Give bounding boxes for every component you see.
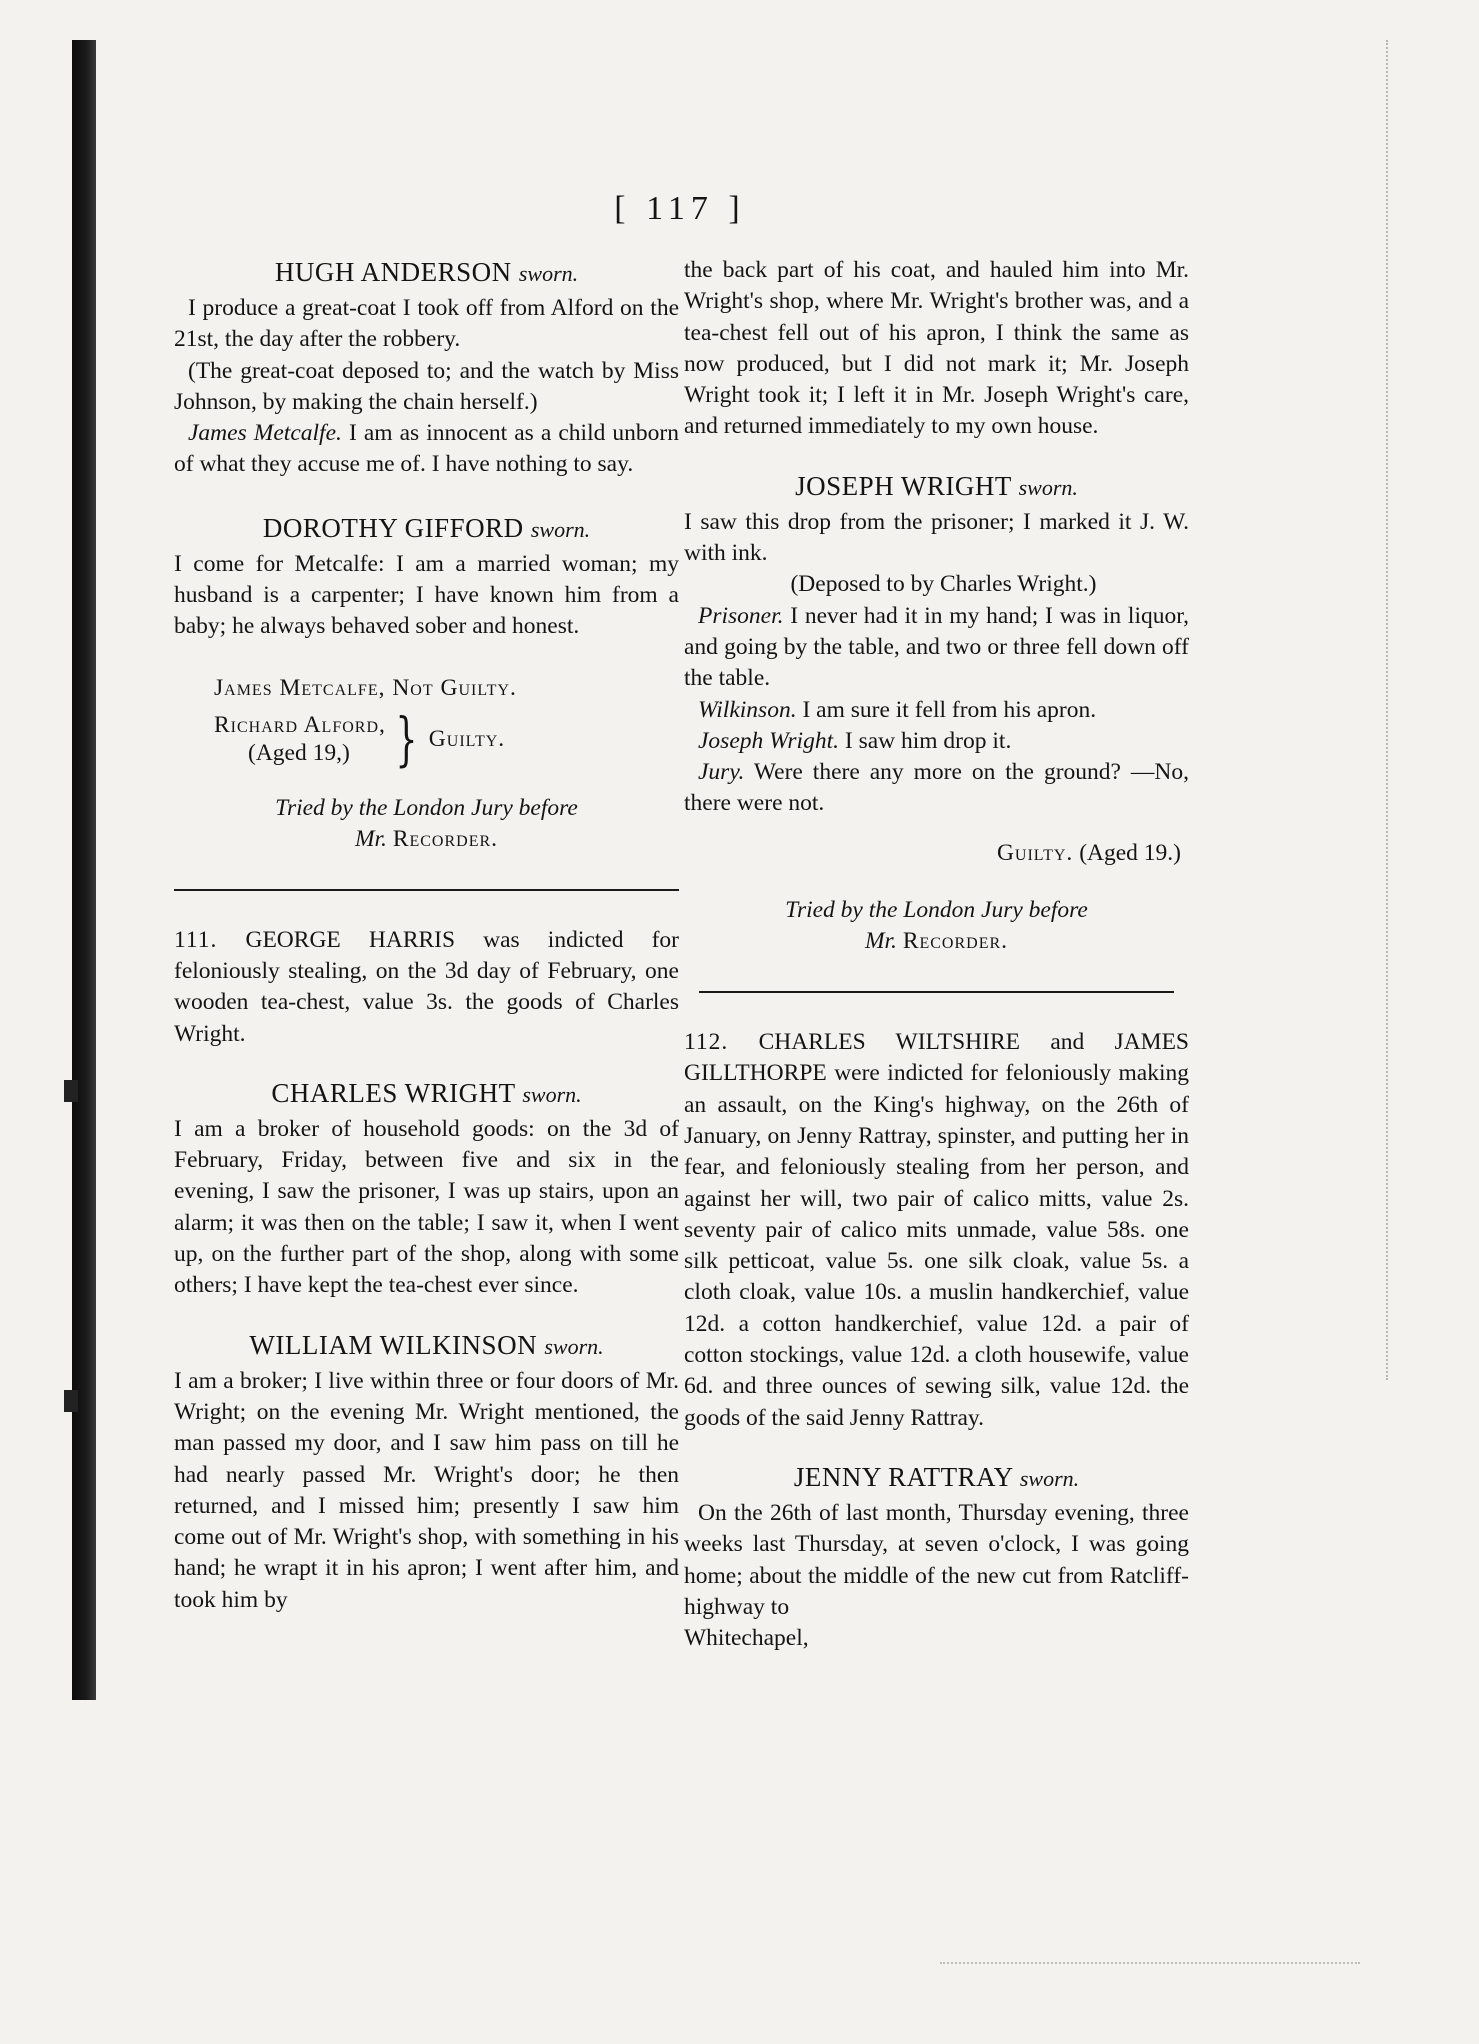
speech-text: I never had it in my hand; I was in liquor, and going by the table, and two or three fell down off the table. — [684, 602, 1189, 692]
tried-note — [684, 895, 1189, 957]
case-number: 111. — [174, 926, 218, 953]
verdict-label: Guilty. — [996, 839, 1074, 866]
sworn-label: sworn. — [544, 1333, 604, 1359]
testimony-paragraph: I produce a great-coat I took off from Alford on the 21st, the day after the robbery. — [174, 295, 679, 353]
speaker-name: James Metcalfe. — [188, 420, 342, 447]
tried-note — [174, 793, 679, 855]
left-column — [174, 255, 679, 1616]
speaker-name: Wilkinson. — [698, 696, 797, 723]
page-number: [ 117 ] — [614, 190, 746, 227]
testimony-paragraph: I am a broker; I live within three or four doors of Mr. Wright; on the evening Mr. Wright mentioned, the man passed my door, and I saw him pass on till he had nearly passed Mr. Wright's door; he then returned, and I missed him; presently I saw him come out of Mr. Wright's shop, with something in his hand; he wrapt it in his apron; I went after him, and took him by — [174, 1367, 679, 1613]
testimony-paragraph: On the 26th of last month, Thursday evening, three weeks last Thursday, at seven o'clock, I was going home; about the middle of the new cut from Ratcliff-highway to — [684, 1499, 1189, 1620]
dialogue-line — [684, 601, 1189, 695]
binding-notch — [64, 1390, 78, 1412]
tried-judge — [174, 824, 679, 855]
tried-judge — [684, 926, 1189, 957]
speaker-name: Joseph Wright. — [698, 727, 839, 754]
witness-name: JOSEPH WRIGHT — [795, 470, 1012, 501]
note-paragraph: (The great-coat deposed to; and the watch by Miss Johnson, by making the chain herself.) — [174, 357, 679, 415]
testimony-paragraph: I come for Metcalfe: I am a married woman; my husband is a carpenter; I have known him from a baby; he always behaved sober and honest. — [174, 550, 679, 640]
binding-shadow — [72, 40, 96, 1700]
sworn-label: sworn. — [518, 261, 579, 286]
speech-text: I am sure it fell from his apron. — [796, 696, 1097, 723]
case-paragraph — [174, 925, 679, 1050]
speaker-name: Jury. — [698, 759, 745, 786]
tried-line: Tried by the London Jury before — [785, 897, 1088, 924]
section-divider — [174, 889, 679, 891]
witness-name: JENNY RATTRAY — [793, 1461, 1013, 1492]
witness-name: CHARLES WRIGHT — [271, 1077, 516, 1108]
speech-text: I am as innocent as a child unborn of what they accuse me of. I have nothing to say. — [174, 420, 679, 478]
sworn-label: sworn. — [1018, 474, 1078, 500]
page-edge-specks — [1386, 40, 1408, 1380]
testimony-paragraph: I saw this drop from the prisoner; I marked it J. W. with ink. — [684, 508, 1189, 567]
defendant-age: (Aged 19,) — [248, 739, 350, 766]
witness-heading — [174, 511, 679, 547]
tried-line: Tried by the London Jury before — [275, 794, 578, 821]
witness-heading — [174, 1328, 679, 1364]
tried-recorder: Recorder. — [392, 825, 499, 852]
witness-name: WILLIAM WILKINSON — [249, 1329, 538, 1360]
verdict-result: Guilty. — [428, 725, 506, 752]
tried-recorder: Recorder. — [902, 928, 1009, 955]
dialogue-line — [684, 757, 1189, 820]
catchword: Whitechapel, — [684, 1625, 809, 1652]
witness-heading — [684, 469, 1189, 505]
case-text: CHARLES WILTSHIRE and JAMES GILLTHORPE were indicted for feloniously making an assault, on the King's highway, on the 26th of January, on Jenny Rattray, spinster, and putting her in fear, and feloniously stealing from her person, and against her will, two pair of calico mitts, value 2s. seventy pair of calico mits unmade, value 58s. one silk petticoat, value 5s. one silk cloak, value 5s. a cloth cloak, value 10s. a muslin handkerchief, value 12d. a cotton handkerchief, value 12d. a pair of cotton stockings, value 12d. a cloth housewife, value 6d. and three ounces of sewing silk, value 12d. the goods of the said Jenny Rattray. — [684, 1029, 1189, 1431]
page-bottom-specks — [940, 1962, 1360, 1966]
brace-icon: } — [395, 704, 418, 773]
witness-heading — [174, 1076, 679, 1112]
witness-name: DOROTHY GIFFORD — [262, 512, 524, 543]
note-paragraph: (Deposed to by Charles Wright.) — [790, 571, 1097, 598]
defendant-name: Richard Alford, — [214, 711, 386, 738]
case-paragraph — [684, 1027, 1189, 1434]
brace-names — [214, 711, 386, 767]
right-column — [684, 255, 1189, 1654]
binding-notch — [64, 1080, 78, 1102]
case-number: 112. — [684, 1029, 729, 1056]
tried-mr: Mr. — [354, 825, 387, 852]
testimony-paragraph: I am a broker of household goods: on the 3d of February, Friday, between five and six in the evening, I saw the prisoner, I was up stairs, upon an alarm; it was then on the table; I saw it, when I went up, on the further part of the shop, along with some others; I have kept the tea-chest ever since. — [174, 1115, 679, 1299]
verdict-line — [684, 838, 1189, 869]
speech-text: I saw him drop it. — [839, 727, 1012, 754]
verdict-brace-group — [214, 704, 679, 773]
sworn-label: sworn. — [522, 1081, 582, 1107]
sworn-label: sworn. — [530, 516, 591, 542]
speech-text: Were there any more on the ground? —No, there were not. — [684, 759, 1189, 817]
tried-mr: Mr. — [864, 928, 897, 955]
verdict-line: James Metcalfe, Not Guilty. — [214, 674, 517, 701]
testimony-paragraph — [174, 418, 679, 481]
dialogue-line — [684, 695, 1189, 726]
verdict-block — [214, 671, 679, 773]
witness-heading — [174, 255, 679, 291]
witness-name: HUGH ANDERSON — [274, 257, 512, 287]
case-text: GEORGE HARRIS was indicted for feloniously stealing, on the 3d day of February, one wooden tea-chest, value 3s. the goods of Charles Wright. — [174, 926, 679, 1047]
verdict-age: (Aged 19.) — [1073, 839, 1181, 866]
witness-heading — [684, 1460, 1189, 1496]
dialogue-line — [684, 726, 1189, 757]
speaker-name: Prisoner. — [698, 602, 784, 629]
section-divider — [699, 991, 1174, 993]
sworn-label: sworn. — [1019, 1465, 1080, 1491]
testimony-continuation: the back part of his coat, and hauled him into Mr. Wright's shop, where Mr. Wright's brother was, and a tea-chest fell out of his apron, I think the same as now produced, but I did not mark it; Mr. Joseph Wright took it; I left it in Mr. Joseph Wright's care, and returned immediately to my own house. — [684, 257, 1189, 440]
